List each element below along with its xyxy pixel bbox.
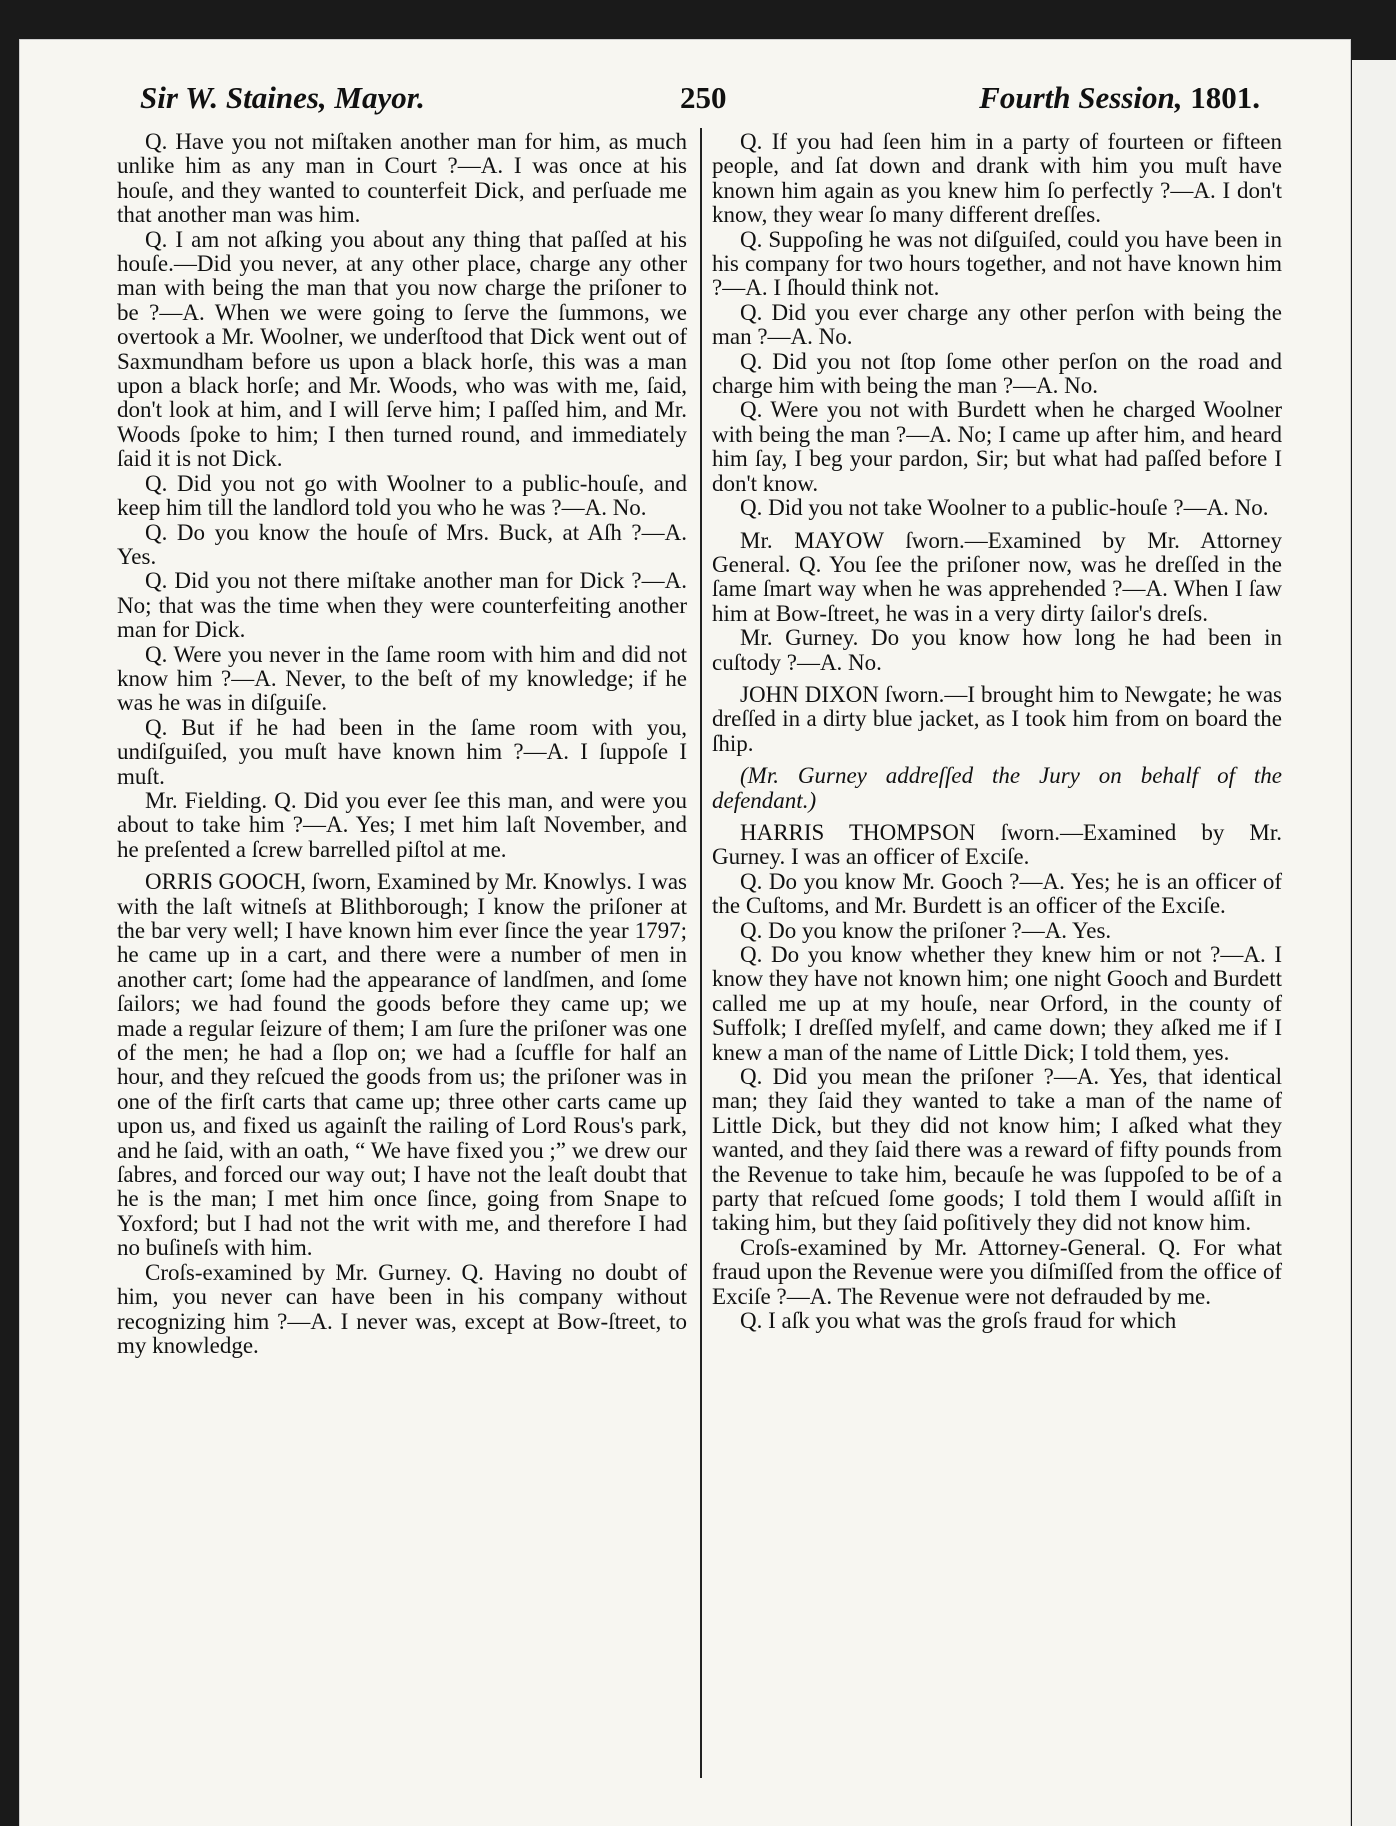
- paragraph: (Mr. Gurney addreſſed the Jury on behalf of the defendant.): [712, 763, 1282, 813]
- paragraph: Mr. MAYOW ſworn.—Examined by Mr. Attorney General. Q. You ſee the priſoner now, was he dreſſed in the ſame ſmart way when he was apprehended ?—A. When I ſaw him at Bow-ſtreet, he was in a very dirty ſailor's dreſs.: [712, 527, 1282, 626]
- header-mayor: Sir W. Staines, Mayor.: [140, 80, 425, 115]
- paragraph: Q. Were you not with Burdett when he charged Woolner with being the man ?—A. No; I came up after him, and heard him ſay, I beg your pardon, Sir; but what had paſſed before I don't know.: [712, 397, 1282, 496]
- paragraph: Q. Do you know whether they knew him or not ?—A. I know they have not known him; one night Gooch and Burdett called me up at my houſe, near Orford, in the county of Suffolk; I dreſſed myſelf, and came down; they aſked me if I knew a man of the name of Little Dick; I told them, yes.: [712, 942, 1282, 1065]
- paragraph: Mr. Gurney. Do you know how long he had been in cuſtody ?—A. No.: [712, 625, 1282, 675]
- paragraph: Croſs-examined by Mr. Gurney. Q. Having no doubt of him, you never can have been in his company without recognizing him ?—A. I never was, except at Bow-ſtreet, to my knowledge.: [117, 1259, 687, 1358]
- paragraph: Q. Have you not miſtaken another man for him, as much unlike him as any man in Court ?—A. I was once at his houſe, and they wanted to counterfeit Dick, and perſuade me that another man was him.: [117, 129, 687, 228]
- paragraph: Q. I aſk you what was the groſs fraud for which: [740, 1308, 1177, 1334]
- paragraph: HARRIS THOMPSON ſworn.—Examined by Mr. Gurney. I was an officer of Exciſe.: [712, 819, 1282, 870]
- page-number: 250: [680, 80, 727, 115]
- paragraph: Q. If you had ſeen him in a party of fourteen or fifteen people, and ſat down and drank with him you muſt have known him again as you knew him ſo perfectly ?—A. I don't know, they wear ſo many different dreſſes.: [712, 129, 1282, 228]
- paragraph: Q. Did you not ſtop ſome other perſon on the road and charge him with being the man ?—A. No.: [712, 348, 1282, 399]
- paragraph: Q. Did you not there miſtake another man for Dick ?—A. No; that was the time when they were counterfeiting another man for Dick.: [117, 568, 687, 643]
- header-session-label: Fourth Session,: [979, 80, 1183, 115]
- header-year: 1801.: [1190, 80, 1260, 115]
- paragraph: Q. Were you never in the ſame room with him and did not know him ?—A. Never, to the beſt of my knowledge; if he was he was in diſguiſe.: [117, 641, 687, 716]
- paragraph: Q. Did you mean the priſoner ?—A. Yes, that identical man; they ſaid they wanted to take a man of the name of Little Dick, but they did not know him; I aſked what they wanted, and they ſaid there was a reward of fifty pounds from the Revenue to take him, becauſe he was ſuppoſed to be of a party that reſcued ſome goods; I told them I would aſſiſt in taking him, but they ſaid poſitively they did not know him.: [712, 1064, 1282, 1236]
- paragraph: Q. Suppoſing he was not diſguiſed, could you have been in his company for two hours together, and not have known him ?—A. I ſhould think not.: [712, 226, 1282, 301]
- paragraph: Mr. Fielding. Q. Did you ever ſee this man, and were you about to take him ?—A. Yes; I met him laſt November, and he preſented a ſcrew barrelled piſtol at me.: [117, 787, 687, 862]
- page-header: [120, 80, 1260, 126]
- paragraph: ORRIS GOOCH, ſworn, Examined by Mr. Knowlys. I was with the laſt witneſs at Blithborough; I know the priſoner at the bar very well; I have known him ever ſince the year 1797; he came up in a cart, and there were a number of men in another cart; ſome had the appearance of landſmen, and ſome ſailors; we had found the goods before they came up; we made a regular ſeizure of them; I am ſure the priſoner was one of the men; he had a ſlop on; we had a ſcuffle for half an hour, and they reſcued the goods from us; the priſoner was in one of the firſt carts that came up; three other carts came up upon us, and fixed us againſt the railing of Lord Rous's park, and he ſaid, with an oath, “ We have fixed you ;” we drew our ſabres, and forced our way out; I have not the leaſt doubt that he is the man; I met him once ſince, going from Snape to Yoxford; but I had not the writ with me, and therefore I had no buſineſs with him.: [117, 869, 687, 1261]
- paragraph: Q. Did you ever charge any other perſon with being the man ?—A. No.: [712, 299, 1282, 350]
- paragraph: Q. Do you know the houſe of Mrs. Buck, at Aſh ?—A. Yes.: [117, 519, 687, 569]
- paragraph: JOHN DIXON ſworn.—I brought him to Newgate; he was dreſſed in a dirty blue jacket, as I took him from on board the ſhip.: [712, 681, 1282, 756]
- paragraph: Croſs-examined by Mr. Attorney-General. Q. For what fraud upon the Revenue were you diſmiſſed from the office of Exciſe ?—A. The Revenue were not defrauded by me.: [712, 1234, 1282, 1309]
- left-column: [117, 130, 687, 1358]
- paragraph: Q. But if he had been in the ſame room with you, undiſguiſed, you muſt have known him ?—A. I ſuppoſe I muſt.: [117, 714, 687, 789]
- header-session: [979, 80, 1260, 116]
- paragraph: Q. Did you not take Woolner to a public-houſe ?—A. No.: [740, 495, 1269, 521]
- paragraph: Q. Did you not go with Woolner to a public-houſe, and keep him till the landlord told you who he was ?—A. No.: [117, 470, 687, 521]
- paragraph: Q. Do you know Mr. Gooch ?—A. Yes; he is an officer of the Cuſtoms, and Mr. Burdett is an officer of the Exciſe.: [712, 868, 1282, 919]
- right-column: [712, 130, 1282, 1334]
- paragraph: Q. I am not aſking you about any thing that paſſed at his houſe.—Did you never, at any other place, charge any other man with being the man that you now charge the priſoner to be ?—A. When we were going to ſerve the ſummons, we overtook a Mr. Woolner, we underſtood that Dick went out of Saxmundham before us upon a black horſe, this was a man upon a black horſe; and Mr. Woods, who was with me, ſaid, don't look at him, and I will ſerve him; I paſſed him, and Mr. Woods ſpoke to him; I then turned round, and immediately ſaid it is not Dick.: [117, 226, 687, 472]
- paragraph: Q. Do you know the priſoner ?—A. Yes.: [740, 917, 1112, 943]
- adjacent-page-edge: [1352, 60, 1396, 1826]
- column-divider: [700, 128, 702, 1778]
